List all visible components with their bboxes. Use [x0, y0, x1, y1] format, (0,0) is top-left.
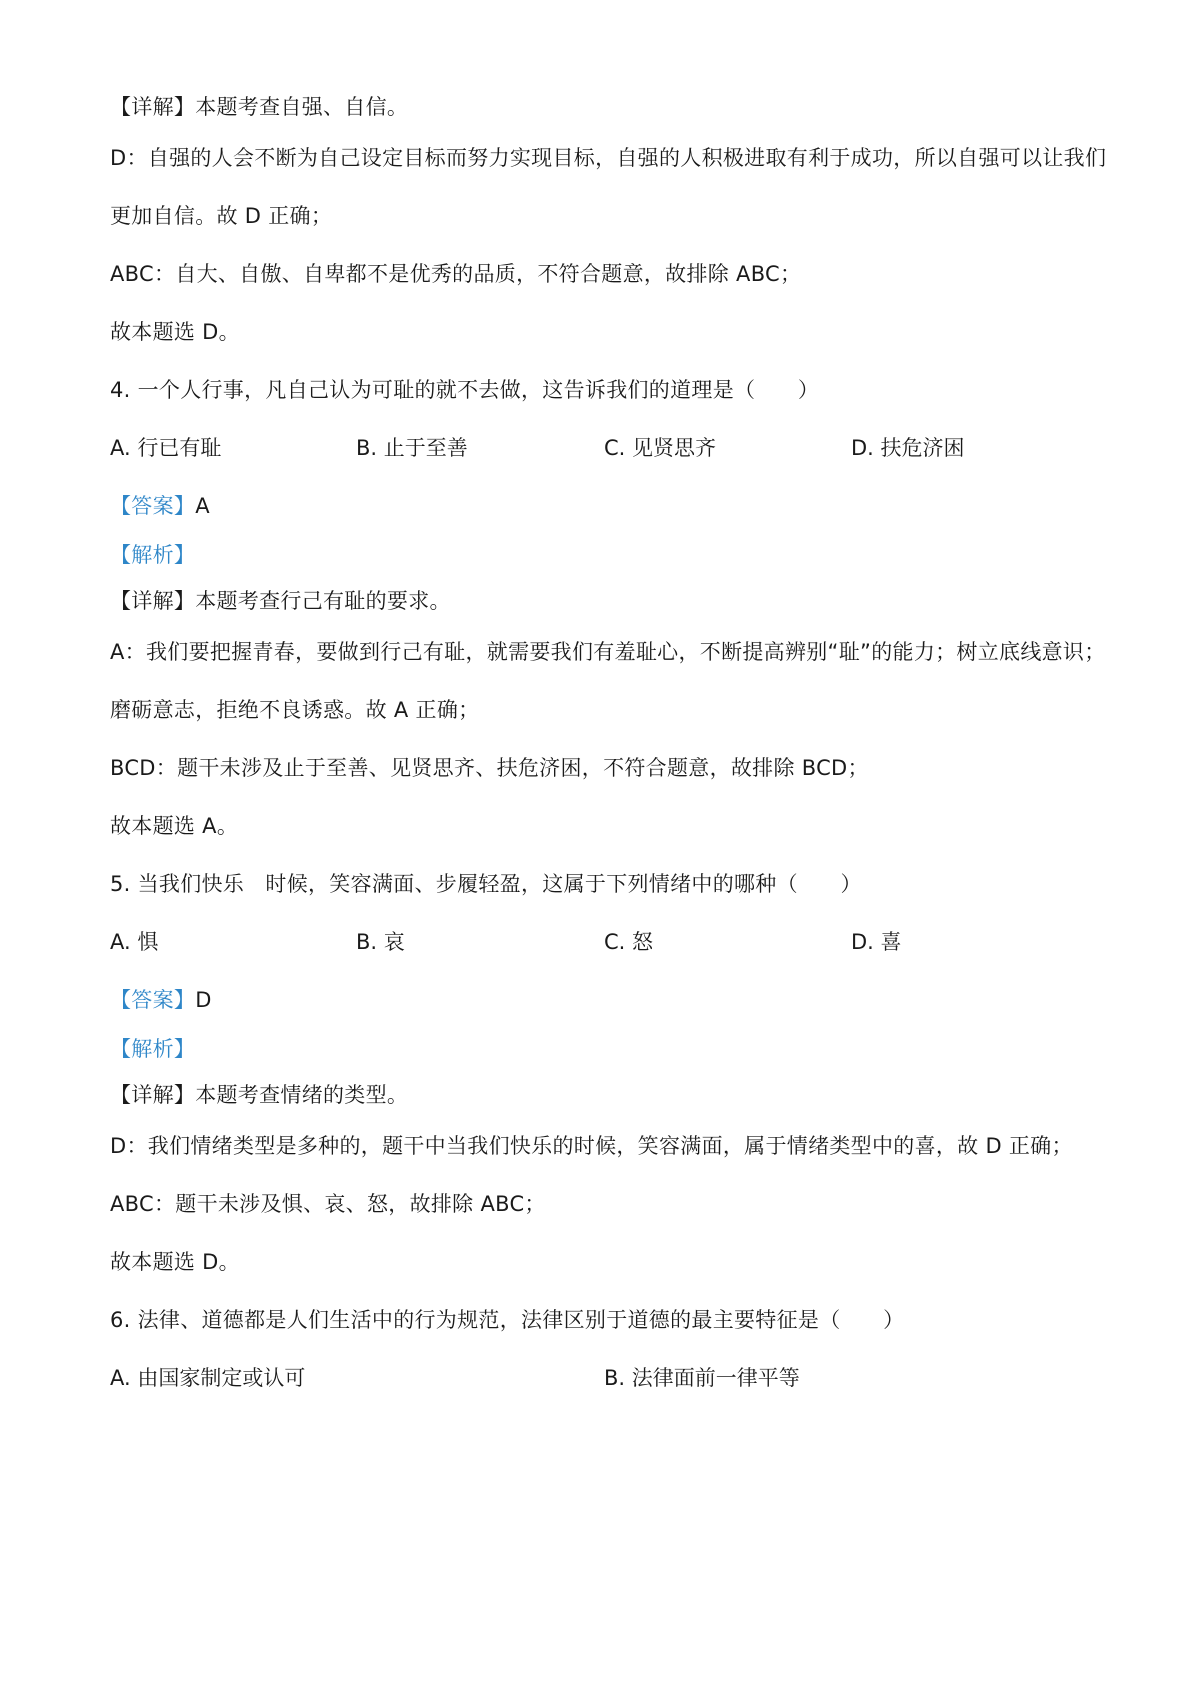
- q5-answer-line: [110, 985, 212, 1015]
- q3-detail: 【详解】本题考查自强、自信。: [110, 95, 409, 119]
- q4-a-line2: 磨砺意志，拒绝不良诱惑。故 A 正确；: [110, 698, 480, 722]
- q4-bcd: BCD：题干未涉及止于至善、见贤思齐、扶危济困，不符合题意，故排除 BCD；: [110, 756, 869, 780]
- q4-answer: A: [195, 494, 210, 518]
- q5-detail: 【详解】本题考查情绪的类型。: [110, 1083, 409, 1107]
- q5-d-line: D：我们情绪类型是多种的，题干中当我们快乐的时候，笑容满面，属于情绪类型中的喜，故 D 正确；: [110, 1134, 1073, 1158]
- q5-abc: ABC：题干未涉及惧、哀、怒，故排除 ABC；: [110, 1192, 546, 1216]
- q3-d-line1: D：自强的人会不断为自己设定目标而努力实现目标，自强的人积极进取有利于成功，所以自强可以让我们: [110, 146, 1107, 170]
- q4-option-c: C. 见贤思齐: [604, 436, 717, 460]
- q3-d-line2: 更加自信。故 D 正确；: [110, 204, 333, 228]
- q5-analysis-tag: 【解析】: [110, 1037, 196, 1061]
- q4-option-b: B. 止于至善: [356, 436, 468, 460]
- q6-option-b: B. 法律面前一律平等: [604, 1366, 800, 1390]
- q4-option-a: A. 行已有耻: [110, 436, 222, 460]
- q6-stem: 6. 法律、道德都是人们生活中的行为规范，法律区别于道德的最主要特征是（ ）: [110, 1308, 905, 1332]
- q4-answer-tag: 【答案】: [110, 494, 196, 518]
- q4-conclusion: 故本题选 A。: [110, 814, 239, 838]
- q4-a-line1: A：我们要把握青春，要做到行己有耻，就需要我们有羞耻心，不断提高辨别“耻”的能力；树立底线意识；: [110, 640, 1106, 664]
- q5-conclusion: 故本题选 D。: [110, 1250, 240, 1274]
- q4-stem: 4. 一个人行事，凡自己认为可耻的就不去做，这告诉我们的道理是（ ）: [110, 378, 820, 402]
- q3-abc: ABC：自大、自傲、自卑都不是优秀的品质，不符合题意，故排除 ABC；: [110, 262, 802, 286]
- q3-conclusion: 故本题选 D。: [110, 320, 240, 344]
- q5-answer-tag: 【答案】: [110, 988, 196, 1012]
- q5-stem: 5. 当我们快乐 时候，笑容满面、步履轻盈，这属于下列情绪中的哪种（ ）: [110, 872, 862, 896]
- q5-option-c: C. 怒: [604, 930, 654, 954]
- q5-answer: D: [195, 988, 212, 1012]
- q4-analysis-tag: 【解析】: [110, 543, 196, 567]
- q5-option-a: A. 惧: [110, 930, 159, 954]
- q5-option-b: B. 哀: [356, 930, 405, 954]
- q4-answer-line: [110, 491, 210, 521]
- q5-option-d: D. 喜: [851, 930, 902, 954]
- q4-option-d: D. 扶危济困: [851, 436, 965, 460]
- q4-detail: 【详解】本题考查行己有耻的要求。: [110, 589, 451, 613]
- q6-option-a: A. 由国家制定或认可: [110, 1366, 306, 1390]
